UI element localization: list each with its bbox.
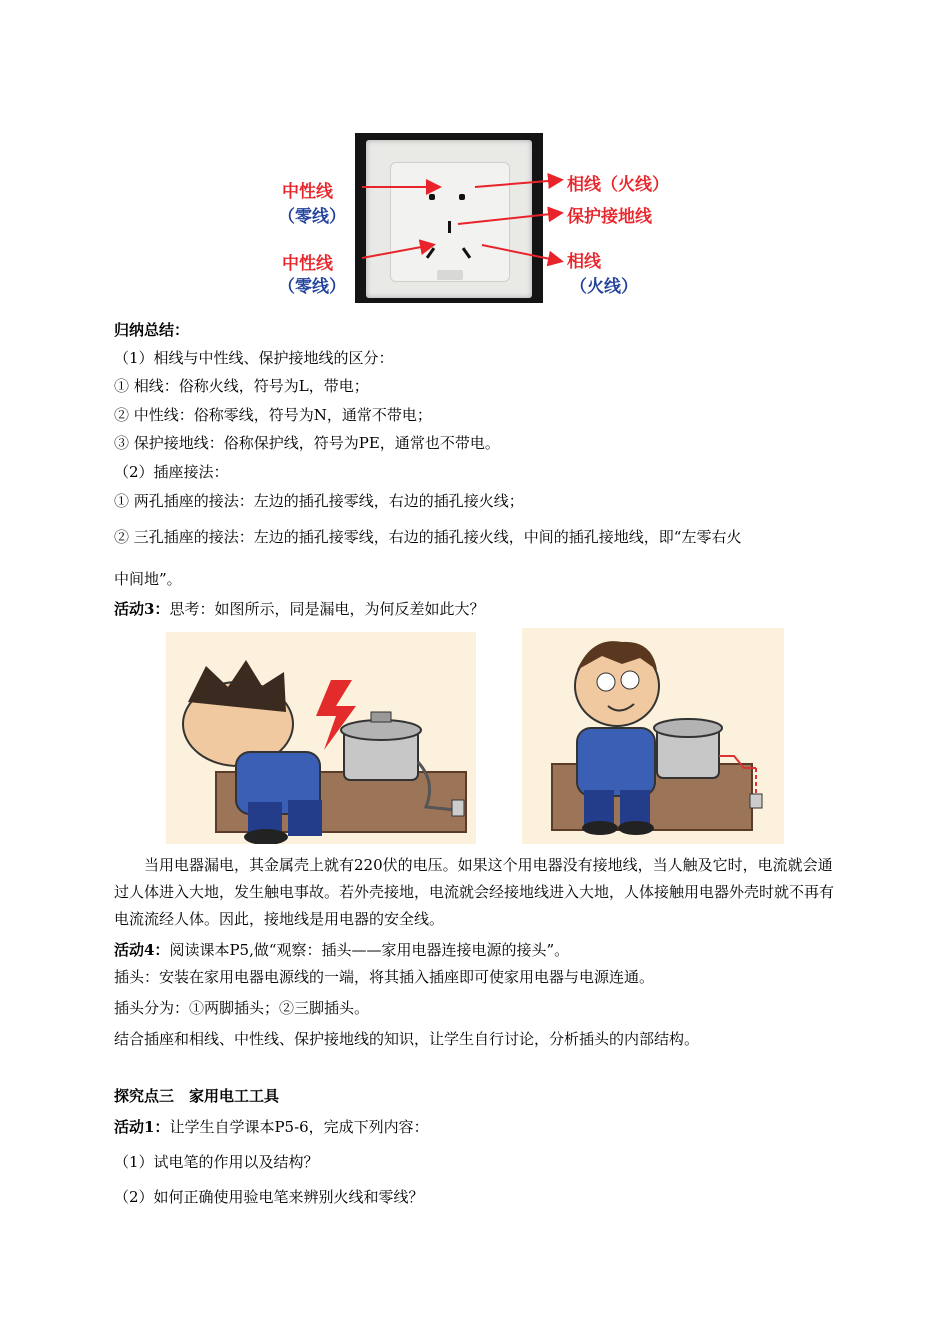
- section3-activity1-text: 让学生自学课本P5-6，完成下列内容：: [169, 1118, 429, 1136]
- right-bottom-label: 相线: [567, 252, 601, 272]
- activity4-line: [114, 940, 569, 960]
- section3-activity1: [114, 1117, 429, 1137]
- left-top-label: 中性线: [282, 182, 333, 202]
- summary-heading: 归纳总结：: [114, 321, 190, 339]
- activity4-label: 活动4：: [114, 941, 170, 959]
- plug-definition: 插头：安装在家用电器电源线的一端，将其插入插座即可使家用电器与电源连通。: [114, 968, 655, 986]
- right-bottom-sub: （火线）: [570, 277, 638, 297]
- summary-item2-b: ② 三孔插座的接法：左边的插孔接零线，右边的插孔接火线，中间的插孔接地线，即“左零右火: [114, 528, 742, 546]
- summary-item1-c: ③ 保护接地线：俗称保护线，符号为PE，通常也不带电。: [114, 434, 500, 452]
- section3-heading: 探究点三 家用电工工具: [114, 1087, 280, 1105]
- discussion-text: 结合插座和相线、中性线、保护接地线的知识，让学生自行讨论，分析插头的内部结构。: [114, 1030, 700, 1048]
- question-1: （1）试电笔的作用以及结构？: [114, 1153, 319, 1171]
- right-mid-label: 保护接地线: [567, 207, 652, 227]
- shocked-boy-illustration: [166, 632, 476, 844]
- safe-boy-illustration: [522, 628, 784, 844]
- left-top-sub: （零线）: [278, 207, 346, 227]
- summary-item2-b-cont: 中间地”。: [114, 570, 182, 588]
- activity3-text: 思考：如图所示，同是漏电，为何反差如此大？: [169, 600, 485, 618]
- plug-types: 插头分为：①两脚插头；②三脚插头。: [114, 999, 370, 1017]
- activity3-line: [114, 599, 484, 619]
- left-bottom-sub: （零线）: [278, 277, 346, 297]
- activity3-label: 活动3：: [114, 600, 170, 618]
- left-bottom-label: 中性线: [282, 254, 333, 274]
- summary-item1-a: ① 相线：俗称火线，符号为L，带电；: [114, 377, 369, 395]
- summary-item1-title: （1）相线与中性线、保护接地线的区分：: [114, 349, 394, 367]
- activity4-text: 阅读课本P5,做“观察：插头——家用电器连接电源的接头”。: [169, 941, 570, 959]
- explanation-paragraph: 当用电器漏电，其金属壳上就有220伏的电压。如果这个用电器没有接地线，当人触及它时，电流就会通过人体进入大地，发生触电事故。若外壳接地，电流就会经接地线进入大地，人体接触用电器外壳时就不再有电流流经人体。因此，接地线是用电器的安全线。: [114, 856, 835, 928]
- section3-activity1-label: 活动1：: [114, 1118, 170, 1136]
- right-top-label: 相线（火线）: [567, 175, 669, 195]
- summary-item1-b: ② 中性线：俗称零线，符号为N，通常不带电；: [114, 406, 432, 424]
- summary-item2-a: ① 两孔插座的接法：左边的插孔接零线，右边的插孔接火线；: [114, 492, 524, 510]
- question-2: （2）如何正确使用验电笔来辨别火线和零线？: [114, 1188, 424, 1206]
- summary-item2-title: （2）插座接法：: [114, 463, 229, 481]
- socket-figure: [270, 128, 690, 306]
